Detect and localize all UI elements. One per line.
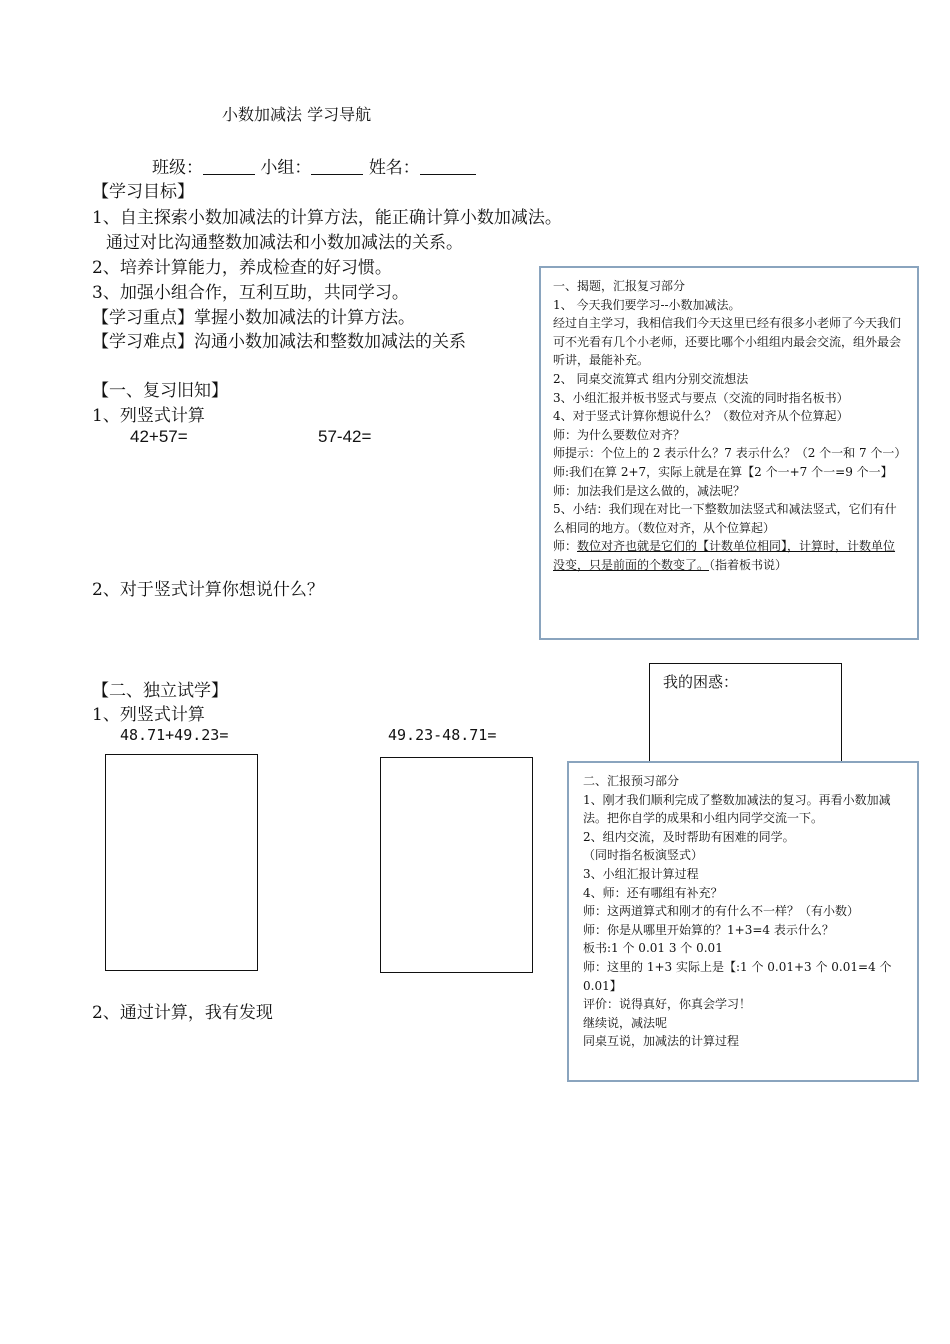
answer-box-subtraction[interactable]	[380, 757, 533, 973]
class-label: 班级：	[152, 158, 203, 178]
goal-1: 1、自主探索小数加减法的计算方法，能正确计算小数加减法。	[92, 208, 562, 228]
note2-line: 同桌互说，加减法的计算过程	[583, 1034, 740, 1049]
class-blank[interactable]	[203, 158, 255, 175]
note1-line: 经过自主学习，我相信我们今天这里已经有很多小老师了今天我们可不光看有几个小老师，还要比哪个小组组内最会交流，组外最会听讲，最能补充。	[553, 316, 902, 368]
note1-line: 师：加法我们是这么做的，减法呢？	[553, 483, 746, 498]
answer-box-addition[interactable]	[105, 754, 258, 971]
note2-line: 师：这两道算式和刚才的有什么不一样？（有小数）	[583, 904, 860, 919]
section1-heading: 【一、复习旧知】	[92, 381, 228, 401]
section2-expr-2: 49.23-48.71=	[388, 726, 497, 744]
note2-line: 师：这里的 1+3 实际上是【:1 个 0.01+3 个 0.01=4 个 0.01】	[583, 959, 892, 993]
note2-line: （同时指名板演竖式）	[583, 848, 704, 863]
confusion-label: 我的困惑：	[663, 673, 739, 691]
section2-heading: 【二、独立试学】	[92, 681, 228, 701]
note1-suffix: （指着板书说）	[709, 557, 788, 572]
section1-expr-2: 57-42=	[318, 427, 372, 446]
group-blank[interactable]	[311, 158, 363, 175]
goal-1-cont: 通过对比沟通整数加减法和小数加减法的关系。	[106, 233, 463, 253]
teacher-note-preview	[567, 761, 919, 1082]
note1-line: 师：为什么要数位对齐？	[553, 427, 686, 442]
section1-q2: 2、对于竖式计算你想说什么？	[92, 580, 324, 600]
note2-line: 继续说，减法呢	[583, 1015, 668, 1030]
section2-expr-1: 48.71+49.23=	[120, 726, 229, 744]
group-label: 小组：	[260, 158, 312, 178]
section2-q2: 2、通过计算，我有发现	[92, 1003, 273, 1023]
note1-line: 4、对于竖式计算你想说什么？（数位对齐从个位算起）	[553, 409, 849, 424]
note1-line: 师提示：个位上的 2 表示什么？7 表示什么？（2 个一和 7 个一）	[553, 446, 907, 461]
note1-line: 5、小结：我们现在对比一下整数加法竖式和减法竖式，它们有什么相同的地方。（数位对齐，从个位算起）	[553, 502, 897, 535]
note2-line: 4、师：还有哪组有补充？	[583, 885, 723, 900]
note2-line: 2、组内交流，及时帮助有困难的同学。	[583, 829, 795, 844]
note2-line: 板书:1 个 0.01 3 个 0.01	[583, 941, 723, 956]
name-label: 姓名：	[368, 158, 420, 178]
section1-expr-1: 42+57=	[130, 427, 188, 446]
section1-q1: 1、列竖式计算	[92, 406, 205, 426]
student-info-line	[152, 153, 476, 178]
goal-3: 3、加强小组合作，互利互助，共同学习。	[92, 283, 409, 303]
name-blank[interactable]	[420, 158, 476, 175]
note1-line: 3、小组汇报并板书竖式与要点（交流的同时指名板书）	[553, 390, 849, 405]
note1-line	[553, 537, 907, 574]
key-point: 【学习重点】掌握小数加减法的计算方法。	[92, 308, 415, 328]
difficulty-point: 【学习难点】沟通小数加减法和整数加减法的关系	[92, 332, 466, 352]
note2-line: 评价：说得真好，你真会学习！	[583, 997, 752, 1012]
note2-line: 1、刚才我们顺利完成了整数加减法的复习。再看小数加减法。把你自学的成果和小组内同学交流一下。	[583, 792, 891, 826]
note1-line: 一、揭题，汇报复习部分	[553, 279, 686, 293]
goals-heading: 【学习目标】	[92, 182, 194, 202]
note2-line: 师：你是从哪里开始算的？1+3=4 表示什么？	[583, 922, 834, 937]
confusion-box[interactable]	[649, 663, 842, 773]
note2-line: 二、汇报预习部分	[583, 774, 680, 788]
note1-line: 2、 同桌交流算式 组内分别交流想法	[553, 371, 749, 386]
teacher-note-review	[539, 266, 919, 640]
goal-2: 2、培养计算能力，养成检查的好习惯。	[92, 258, 392, 278]
section2-q1: 1、列竖式计算	[92, 705, 205, 725]
note1-prefix: 师：	[553, 539, 578, 554]
note1-underlined: 数位对齐也就是它们的【计数单位相同】，计算时，计数单位没变，只是前面的个数变了。	[553, 539, 896, 572]
note1-line: 师:我们在算 2+7，实际上就是在算【2 个一+7 个一=9 个一】	[553, 464, 893, 479]
page-title: 小数加减法 学习导航	[222, 105, 372, 124]
note1-line: 1、 今天我们要学习--小数加减法。	[553, 297, 741, 312]
note2-line: 3、小组汇报计算过程	[583, 866, 699, 881]
